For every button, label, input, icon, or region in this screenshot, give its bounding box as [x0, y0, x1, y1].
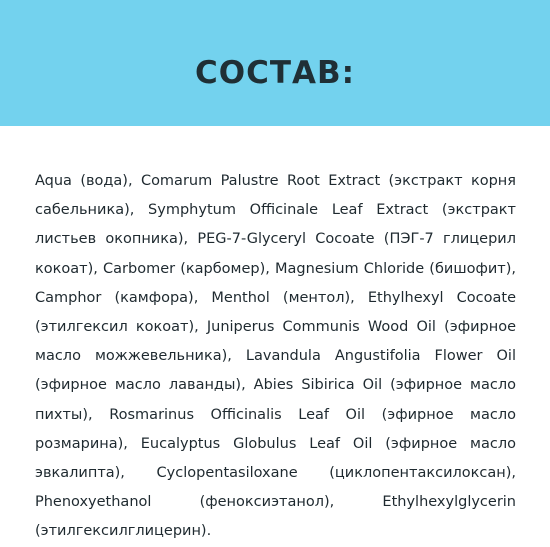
- ingredients-line: сабельника), Symphytum Officinale Leaf Extract (экстракт: [35, 202, 516, 219]
- ingredients-line: эвкалипта), Cyclopentasiloxane (циклопентаксилоксан),: [35, 465, 516, 482]
- ingredients-line: пихты), Rosmarinus Officinalis Leaf Oil (эфирное масло: [35, 406, 516, 423]
- ingredients-text: [35, 167, 516, 547]
- header-banner: [0, 0, 550, 126]
- ingredients-line: Camphor (камфора), Menthol (ментол), Ethylhexyl Cocoate: [35, 289, 516, 306]
- ingredients-line: (эфирное масло лаванды), Abies Sibirica Oil (эфирное масло: [35, 377, 516, 394]
- ingredients-line: Phenoxyethanol (феноксиэтанол), Ethylhexylglycerin: [35, 494, 516, 511]
- ingredients-line: кокоат), Carbomer (карбомер), Magnesium Chloride (бишофит),: [35, 260, 516, 277]
- ingredients-line: листьев окопника), PEG-7-Glyceryl Cocoate (ПЭГ-7 глицерил: [35, 231, 516, 248]
- ingredients-line: (этилгексил кокоат), Juniperus Communis Wood Oil (эфирное: [35, 319, 516, 336]
- ingredients-line: (этилгексилглицерин).: [35, 523, 212, 540]
- ingredients-line: розмарина), Eucalyptus Globulus Leaf Oil (эфирное масло: [35, 435, 516, 452]
- page-title: СОСТАВ:: [194, 55, 356, 91]
- ingredients-line: Aqua (вода), Comarum Palustre Root Extract (экстракт корня: [35, 173, 516, 189]
- ingredients-line: масло можжевельника), Lavandula Angustifolia Flower Oil: [35, 348, 516, 365]
